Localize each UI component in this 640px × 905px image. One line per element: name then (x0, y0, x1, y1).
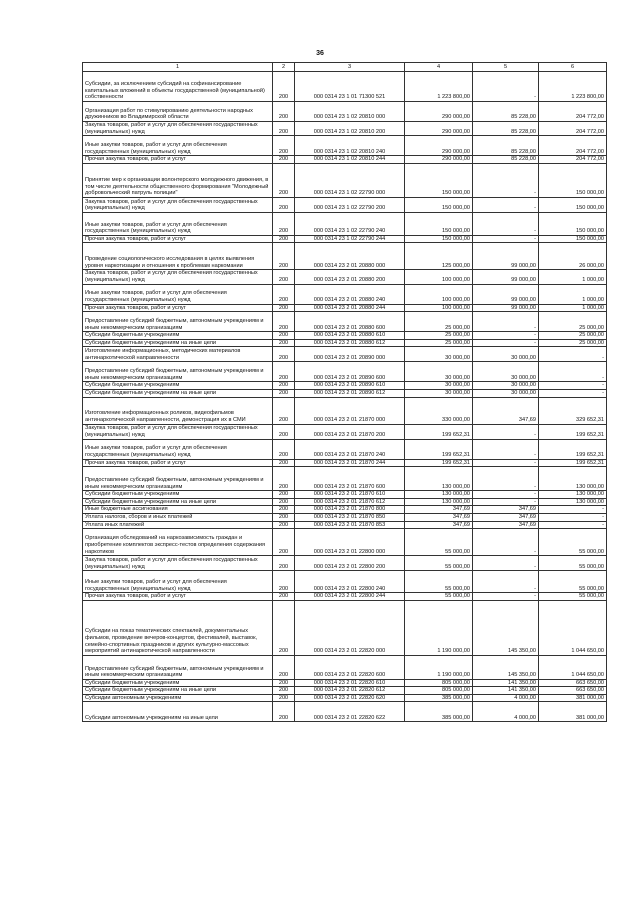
row-budget-code: 000 0314 23 2 01 21870 610 (295, 491, 405, 499)
table-row (83, 339, 607, 347)
table-row (83, 556, 607, 571)
row-budget-code: 000 0314 23 2 01 21870 000 (295, 397, 405, 424)
row-code-200: 200 (273, 397, 295, 424)
row-code-200: 200 (273, 506, 295, 514)
row-remaining: - (539, 382, 607, 390)
row-remaining: - (539, 347, 607, 362)
table-row (83, 600, 607, 655)
row-approved: 1 190 000,00 (405, 655, 473, 679)
row-approved: 30 000,00 (405, 362, 473, 382)
row-description: Иные закупки товаров, работ и услуг для обеспечения государственных (муниципальных) нужд (83, 284, 273, 304)
row-approved: 30 000,00 (405, 347, 473, 362)
row-approved: 1 223 800,00 (405, 72, 473, 102)
row-budget-code: 000 0314 23 2 01 21870 800 (295, 506, 405, 514)
row-executed: - (473, 197, 539, 212)
row-executed: - (473, 439, 539, 459)
column-header: 1 (83, 63, 273, 72)
row-code-200: 200 (273, 424, 295, 439)
row-executed: - (473, 163, 539, 197)
row-budget-code: 000 0314 23 1 02 22790 000 (295, 163, 405, 197)
table-row (83, 424, 607, 439)
row-approved: 130 000,00 (405, 498, 473, 506)
row-remaining: 25 000,00 (539, 332, 607, 340)
row-remaining: 150 000,00 (539, 197, 607, 212)
row-executed: 85 228,00 (473, 156, 539, 164)
table-row (83, 593, 607, 601)
row-code-200: 200 (273, 687, 295, 695)
row-approved: 55 000,00 (405, 571, 473, 593)
table-row (83, 679, 607, 687)
column-header: 6 (539, 63, 607, 72)
table-row (83, 397, 607, 424)
row-code-200: 200 (273, 235, 295, 243)
row-code-200: 200 (273, 212, 295, 235)
row-description: Изготовление информационных, методических материалов антинаркотической направленности (83, 347, 273, 362)
row-executed: - (473, 467, 539, 491)
row-remaining: 1 000,00 (539, 270, 607, 284)
row-budget-code: 000 0314 23 2 01 22800 200 (295, 556, 405, 571)
row-approved: 100 000,00 (405, 304, 473, 312)
table-row (83, 521, 607, 529)
row-executed: 347,69 (473, 513, 539, 521)
row-executed: 347,69 (473, 397, 539, 424)
table-row (83, 102, 607, 122)
row-description: Субсидии бюджетным учреждениям на иные цели (83, 498, 273, 506)
row-code-200: 200 (273, 332, 295, 340)
row-remaining: 55 000,00 (539, 556, 607, 571)
row-code-200: 200 (273, 163, 295, 197)
row-executed: 85 228,00 (473, 122, 539, 136)
row-code-200: 200 (273, 571, 295, 593)
row-code-200: 200 (273, 136, 295, 156)
row-code-200: 200 (273, 122, 295, 136)
row-budget-code: 000 0314 23 1 02 20810 000 (295, 102, 405, 122)
row-executed: 347,69 (473, 521, 539, 529)
row-remaining: 204 772,00 (539, 136, 607, 156)
row-description: Организация обследований на наркозависимость граждан и приобретение комплектов экспресс-тестов определения содержания наркотиков (83, 529, 273, 556)
row-remaining: 204 772,00 (539, 102, 607, 122)
row-approved: 347,69 (405, 513, 473, 521)
row-description: Закупка товаров, работ и услуг для обеспечения государственных (муниципальных) нужд (83, 556, 273, 571)
row-description: Субсидии автономным учреждениям на иные цели (83, 702, 273, 722)
row-code-200: 200 (273, 284, 295, 304)
row-description: Субсидии бюджетным учреждениям (83, 382, 273, 390)
row-code-200: 200 (273, 156, 295, 164)
row-budget-code: 000 0314 23 2 01 20890 600 (295, 362, 405, 382)
row-executed: - (473, 72, 539, 102)
row-description: Субсидии бюджетным учреждениям на иные цели (83, 339, 273, 347)
row-description: Прочая закупка товаров, работ и услуг (83, 156, 273, 164)
row-remaining: 381 000,00 (539, 702, 607, 722)
row-code-200: 200 (273, 467, 295, 491)
row-description: Прочая закупка товаров, работ и услуг (83, 459, 273, 467)
row-code-200: 200 (273, 362, 295, 382)
row-description: Субсидии бюджетным учреждениям на иные цели (83, 389, 273, 397)
row-budget-code: 000 0314 23 1 02 22790 200 (295, 197, 405, 212)
row-budget-code: 000 0314 23 1 02 22790 240 (295, 212, 405, 235)
row-budget-code: 000 0314 23 2 01 21870 853 (295, 521, 405, 529)
row-code-200: 200 (273, 556, 295, 571)
table-row (83, 467, 607, 491)
row-executed: - (473, 212, 539, 235)
row-executed: 99 000,00 (473, 270, 539, 284)
row-remaining: - (539, 389, 607, 397)
row-approved: 330 000,00 (405, 397, 473, 424)
row-remaining: 204 772,00 (539, 122, 607, 136)
row-budget-code: 000 0314 23 2 01 20880 612 (295, 339, 405, 347)
row-approved: 290 000,00 (405, 156, 473, 164)
row-remaining: 130 000,00 (539, 467, 607, 491)
row-description: Закупка товаров, работ и услуг для обеспечения государственных (муниципальных) нужд (83, 424, 273, 439)
row-description: Иные бюджетные ассигнования (83, 506, 273, 514)
row-executed: 145 350,00 (473, 600, 539, 655)
row-remaining: 1 223 800,00 (539, 72, 607, 102)
row-description: Иные закупки товаров, работ и услуг для обеспечения государственных (муниципальных) нужд (83, 571, 273, 593)
row-description: Изготовление информационных роликов, видеофильмов антинаркотической направленности, демонстрация их в СМИ (83, 397, 273, 424)
row-executed: - (473, 312, 539, 332)
table-row (83, 197, 607, 212)
row-budget-code: 000 0314 23 2 01 20880 240 (295, 284, 405, 304)
table-body (83, 72, 607, 722)
budget-table (82, 62, 607, 722)
row-remaining: 381 000,00 (539, 694, 607, 702)
row-budget-code: 000 0314 23 2 01 22800 000 (295, 529, 405, 556)
row-code-200: 200 (273, 312, 295, 332)
row-description: Предоставление субсидий бюджетным, автономным учреждениям и иным некоммерческим организациям (83, 467, 273, 491)
row-approved: 199 652,31 (405, 459, 473, 467)
row-budget-code: 000 0314 23 2 01 21870 244 (295, 459, 405, 467)
table-row (83, 136, 607, 156)
row-executed: 145 350,00 (473, 655, 539, 679)
row-code-200: 200 (273, 600, 295, 655)
row-description: Прочая закупка товаров, работ и услуг (83, 593, 273, 601)
row-description: Иные закупки товаров, работ и услуг для обеспечения государственных (муниципальных) нужд (83, 136, 273, 156)
table-row (83, 655, 607, 679)
row-approved: 130 000,00 (405, 467, 473, 491)
column-header: 3 (295, 63, 405, 72)
row-executed: 30 000,00 (473, 362, 539, 382)
row-executed: - (473, 593, 539, 601)
row-budget-code: 000 0314 23 1 02 20810 200 (295, 122, 405, 136)
row-remaining: - (539, 506, 607, 514)
row-description: Закупка товаров, работ и услуг для обеспечения государственных (муниципальных) нужд (83, 122, 273, 136)
row-approved: 130 000,00 (405, 491, 473, 499)
row-executed: 99 000,00 (473, 243, 539, 270)
row-executed: - (473, 332, 539, 340)
column-header: 2 (273, 63, 295, 72)
row-executed: 30 000,00 (473, 389, 539, 397)
row-description: Закупка товаров, работ и услуг для обеспечения государственных (муниципальных) нужд (83, 270, 273, 284)
row-code-200: 200 (273, 521, 295, 529)
row-budget-code: 000 0314 23 2 01 21870 850 (295, 513, 405, 521)
row-executed: 141 350,00 (473, 687, 539, 695)
row-approved: 150 000,00 (405, 163, 473, 197)
row-description: Прочая закупка товаров, работ и услуг (83, 235, 273, 243)
row-remaining: 150 000,00 (539, 235, 607, 243)
row-approved: 25 000,00 (405, 312, 473, 332)
table-row (83, 347, 607, 362)
row-description: Субсидии бюджетным учреждениям (83, 332, 273, 340)
row-approved: 100 000,00 (405, 270, 473, 284)
row-remaining: 663 650,00 (539, 679, 607, 687)
column-header: 4 (405, 63, 473, 72)
row-executed: 30 000,00 (473, 347, 539, 362)
row-budget-code: 000 0314 23 2 01 22800 244 (295, 593, 405, 601)
row-budget-code: 000 0314 23 2 01 22820 000 (295, 600, 405, 655)
row-code-200: 200 (273, 529, 295, 556)
row-approved: 55 000,00 (405, 529, 473, 556)
row-approved: 347,69 (405, 521, 473, 529)
row-code-200: 200 (273, 655, 295, 679)
table-row (83, 439, 607, 459)
row-budget-code: 000 0314 23 1 02 20810 244 (295, 156, 405, 164)
row-budget-code: 000 0314 23 2 01 21870 600 (295, 467, 405, 491)
row-approved: 150 000,00 (405, 212, 473, 235)
page-number: 36 (316, 50, 324, 57)
row-remaining: 199 652,31 (539, 424, 607, 439)
table-row (83, 491, 607, 499)
table-row (83, 163, 607, 197)
table-row (83, 382, 607, 390)
row-remaining: 25 000,00 (539, 312, 607, 332)
row-code-200: 200 (273, 593, 295, 601)
row-approved: 25 000,00 (405, 332, 473, 340)
table-row (83, 270, 607, 284)
row-approved: 30 000,00 (405, 382, 473, 390)
row-executed: 347,69 (473, 506, 539, 514)
row-remaining: 130 000,00 (539, 498, 607, 506)
table-row (83, 498, 607, 506)
table-row (83, 212, 607, 235)
row-remaining: - (539, 513, 607, 521)
column-header: 5 (473, 63, 539, 72)
row-remaining: 25 000,00 (539, 339, 607, 347)
row-code-200: 200 (273, 498, 295, 506)
row-executed: - (473, 459, 539, 467)
table-row (83, 694, 607, 702)
row-executed: - (473, 571, 539, 593)
row-budget-code: 000 0314 23 2 01 21870 612 (295, 498, 405, 506)
row-budget-code: 000 0314 23 2 01 22820 622 (295, 702, 405, 722)
row-description: Закупка товаров, работ и услуг для обеспечения государственных (муниципальных) нужд (83, 197, 273, 212)
table-row (83, 122, 607, 136)
row-executed: 4 000,00 (473, 702, 539, 722)
row-budget-code: 000 0314 23 2 01 20890 000 (295, 347, 405, 362)
row-description: Субсидии, за исключением субсидий на софинансирование капитальных вложений в объекты государственной (муниципальной) собственности (83, 72, 273, 102)
row-executed: - (473, 424, 539, 439)
row-approved: 290 000,00 (405, 122, 473, 136)
row-remaining: 663 650,00 (539, 687, 607, 695)
row-approved: 805 000,00 (405, 687, 473, 695)
row-description: Организация работ по стимулированию деятельности народных дружинников во Владимирской области (83, 102, 273, 122)
row-code-200: 200 (273, 694, 295, 702)
row-code-200: 200 (273, 347, 295, 362)
row-description: Иные закупки товаров, работ и услуг для обеспечения государственных (муниципальных) нужд (83, 439, 273, 459)
row-approved: 290 000,00 (405, 102, 473, 122)
row-description: Субсидии автономным учреждениям (83, 694, 273, 702)
table-row (83, 72, 607, 102)
row-code-200: 200 (273, 491, 295, 499)
row-remaining: - (539, 362, 607, 382)
row-budget-code: 000 0314 23 2 01 22820 612 (295, 687, 405, 695)
row-budget-code: 000 0314 23 1 02 22790 244 (295, 235, 405, 243)
row-budget-code: 000 0314 23 2 01 21870 240 (295, 439, 405, 459)
row-budget-code: 000 0314 23 2 01 20880 200 (295, 270, 405, 284)
row-code-200: 200 (273, 702, 295, 722)
row-description: Субсидии бюджетным учреждениям (83, 679, 273, 687)
row-remaining: 150 000,00 (539, 212, 607, 235)
row-executed: 85 228,00 (473, 136, 539, 156)
row-description: Субсидии бюджетным учреждениям на иные цели (83, 687, 273, 695)
table-row (83, 529, 607, 556)
row-approved: 385 000,00 (405, 694, 473, 702)
row-description: Уплата налогов, сборов и иных платежей (83, 513, 273, 521)
table-row (83, 312, 607, 332)
row-description: Предоставление субсидий бюджетным, автономным учреждениям и иным некоммерческим организациям (83, 362, 273, 382)
table-row (83, 389, 607, 397)
row-code-200: 200 (273, 72, 295, 102)
row-remaining: 1 044 650,00 (539, 600, 607, 655)
row-approved: 125 000,00 (405, 243, 473, 270)
row-executed: 4 000,00 (473, 694, 539, 702)
row-executed: 30 000,00 (473, 382, 539, 390)
row-remaining: 199 652,31 (539, 459, 607, 467)
row-budget-code: 000 0314 23 2 01 20880 244 (295, 304, 405, 312)
row-code-200: 200 (273, 679, 295, 687)
row-budget-code: 000 0314 23 2 01 22820 620 (295, 694, 405, 702)
row-remaining: 55 000,00 (539, 571, 607, 593)
table-row (83, 459, 607, 467)
row-executed: - (473, 529, 539, 556)
row-budget-code: 000 0314 23 2 01 20880 000 (295, 243, 405, 270)
row-approved: 347,69 (405, 506, 473, 514)
row-approved: 1 190 000,00 (405, 600, 473, 655)
row-executed: - (473, 556, 539, 571)
row-description: Уплата иных платежей (83, 521, 273, 529)
row-description: Субсидии бюджетным учреждениям (83, 491, 273, 499)
row-budget-code: 000 0314 23 2 01 20880 610 (295, 332, 405, 340)
row-code-200: 200 (273, 339, 295, 347)
row-approved: 150 000,00 (405, 197, 473, 212)
row-approved: 100 000,00 (405, 284, 473, 304)
table-row (83, 362, 607, 382)
row-budget-code: 000 0314 23 2 01 21870 200 (295, 424, 405, 439)
row-executed: 141 350,00 (473, 679, 539, 687)
row-code-200: 200 (273, 102, 295, 122)
table-row (83, 156, 607, 164)
table-row (83, 332, 607, 340)
row-remaining: - (539, 521, 607, 529)
row-budget-code: 000 0314 23 1 02 20810 240 (295, 136, 405, 156)
row-approved: 290 000,00 (405, 136, 473, 156)
row-executed: - (473, 498, 539, 506)
row-budget-code: 000 0314 23 2 01 20890 610 (295, 382, 405, 390)
row-approved: 25 000,00 (405, 339, 473, 347)
row-code-200: 200 (273, 270, 295, 284)
row-remaining: 55 000,00 (539, 593, 607, 601)
table-row (83, 243, 607, 270)
row-remaining: 329 652,31 (539, 397, 607, 424)
row-code-200: 200 (273, 382, 295, 390)
table-row (83, 235, 607, 243)
row-description: Прочая закупка товаров, работ и услуг (83, 304, 273, 312)
row-approved: 55 000,00 (405, 556, 473, 571)
row-executed: - (473, 339, 539, 347)
table-row (83, 702, 607, 722)
table-row (83, 304, 607, 312)
table-row (83, 513, 607, 521)
row-remaining: 1 000,00 (539, 304, 607, 312)
row-budget-code: 000 0314 23 2 01 20890 612 (295, 389, 405, 397)
row-description: Предоставление субсидий бюджетным, автономным учреждениям и иным некоммерческим организациям (83, 312, 273, 332)
table-row (83, 687, 607, 695)
row-approved: 199 652,31 (405, 424, 473, 439)
row-approved: 199 652,31 (405, 439, 473, 459)
row-budget-code: 000 0314 23 2 01 22800 240 (295, 571, 405, 593)
row-code-200: 200 (273, 439, 295, 459)
row-code-200: 200 (273, 459, 295, 467)
table-row (83, 506, 607, 514)
row-budget-code: 000 0314 23 2 01 20880 600 (295, 312, 405, 332)
table-header-row (83, 63, 607, 72)
row-remaining: 55 000,00 (539, 529, 607, 556)
row-approved: 150 000,00 (405, 235, 473, 243)
row-executed: 99 000,00 (473, 284, 539, 304)
row-remaining: 1 044 650,00 (539, 655, 607, 679)
row-remaining: 150 000,00 (539, 163, 607, 197)
row-executed: 99 000,00 (473, 304, 539, 312)
row-executed: 85 228,00 (473, 102, 539, 122)
row-code-200: 200 (273, 243, 295, 270)
row-remaining: 204 772,00 (539, 156, 607, 164)
row-description: Иные закупки товаров, работ и услуг для обеспечения государственных (муниципальных) нужд (83, 212, 273, 235)
row-approved: 385 000,00 (405, 702, 473, 722)
row-description: Проведение социологического исследования в целях выявления уровня наркотизации и отношения к проблемам наркомании (83, 243, 273, 270)
row-approved: 30 000,00 (405, 389, 473, 397)
row-remaining: 130 000,00 (539, 491, 607, 499)
row-executed: - (473, 235, 539, 243)
row-budget-code: 000 0314 23 2 01 22820 600 (295, 655, 405, 679)
table-row (83, 284, 607, 304)
row-description: Предоставление субсидий бюджетным, автономным учреждениям и иным некоммерческим организациям (83, 655, 273, 679)
row-remaining: 26 000,00 (539, 243, 607, 270)
row-code-200: 200 (273, 197, 295, 212)
row-code-200: 200 (273, 513, 295, 521)
table-row (83, 571, 607, 593)
row-description: Субсидии на показ тематических спектаклей, документальных фильмов, проведение вечеров-концертов, фестивалей, выставок, семейно-спортивных праздников и других культурно-массовых мероприятий антинаркотической направленности (83, 600, 273, 655)
row-remaining: 1 000,00 (539, 284, 607, 304)
row-budget-code: 000 0314 23 2 01 22820 610 (295, 679, 405, 687)
row-remaining: 199 652,31 (539, 439, 607, 459)
row-description: Принятие мер к организации волонтерского молодежного движения, в том числе деятельности общественного формирования "Молодежный добровольческий патруль полиции" (83, 163, 273, 197)
row-executed: - (473, 491, 539, 499)
row-code-200: 200 (273, 304, 295, 312)
row-approved: 805 000,00 (405, 679, 473, 687)
row-code-200: 200 (273, 389, 295, 397)
row-budget-code: 000 0314 23 1 01 71300 521 (295, 72, 405, 102)
row-approved: 55 000,00 (405, 593, 473, 601)
